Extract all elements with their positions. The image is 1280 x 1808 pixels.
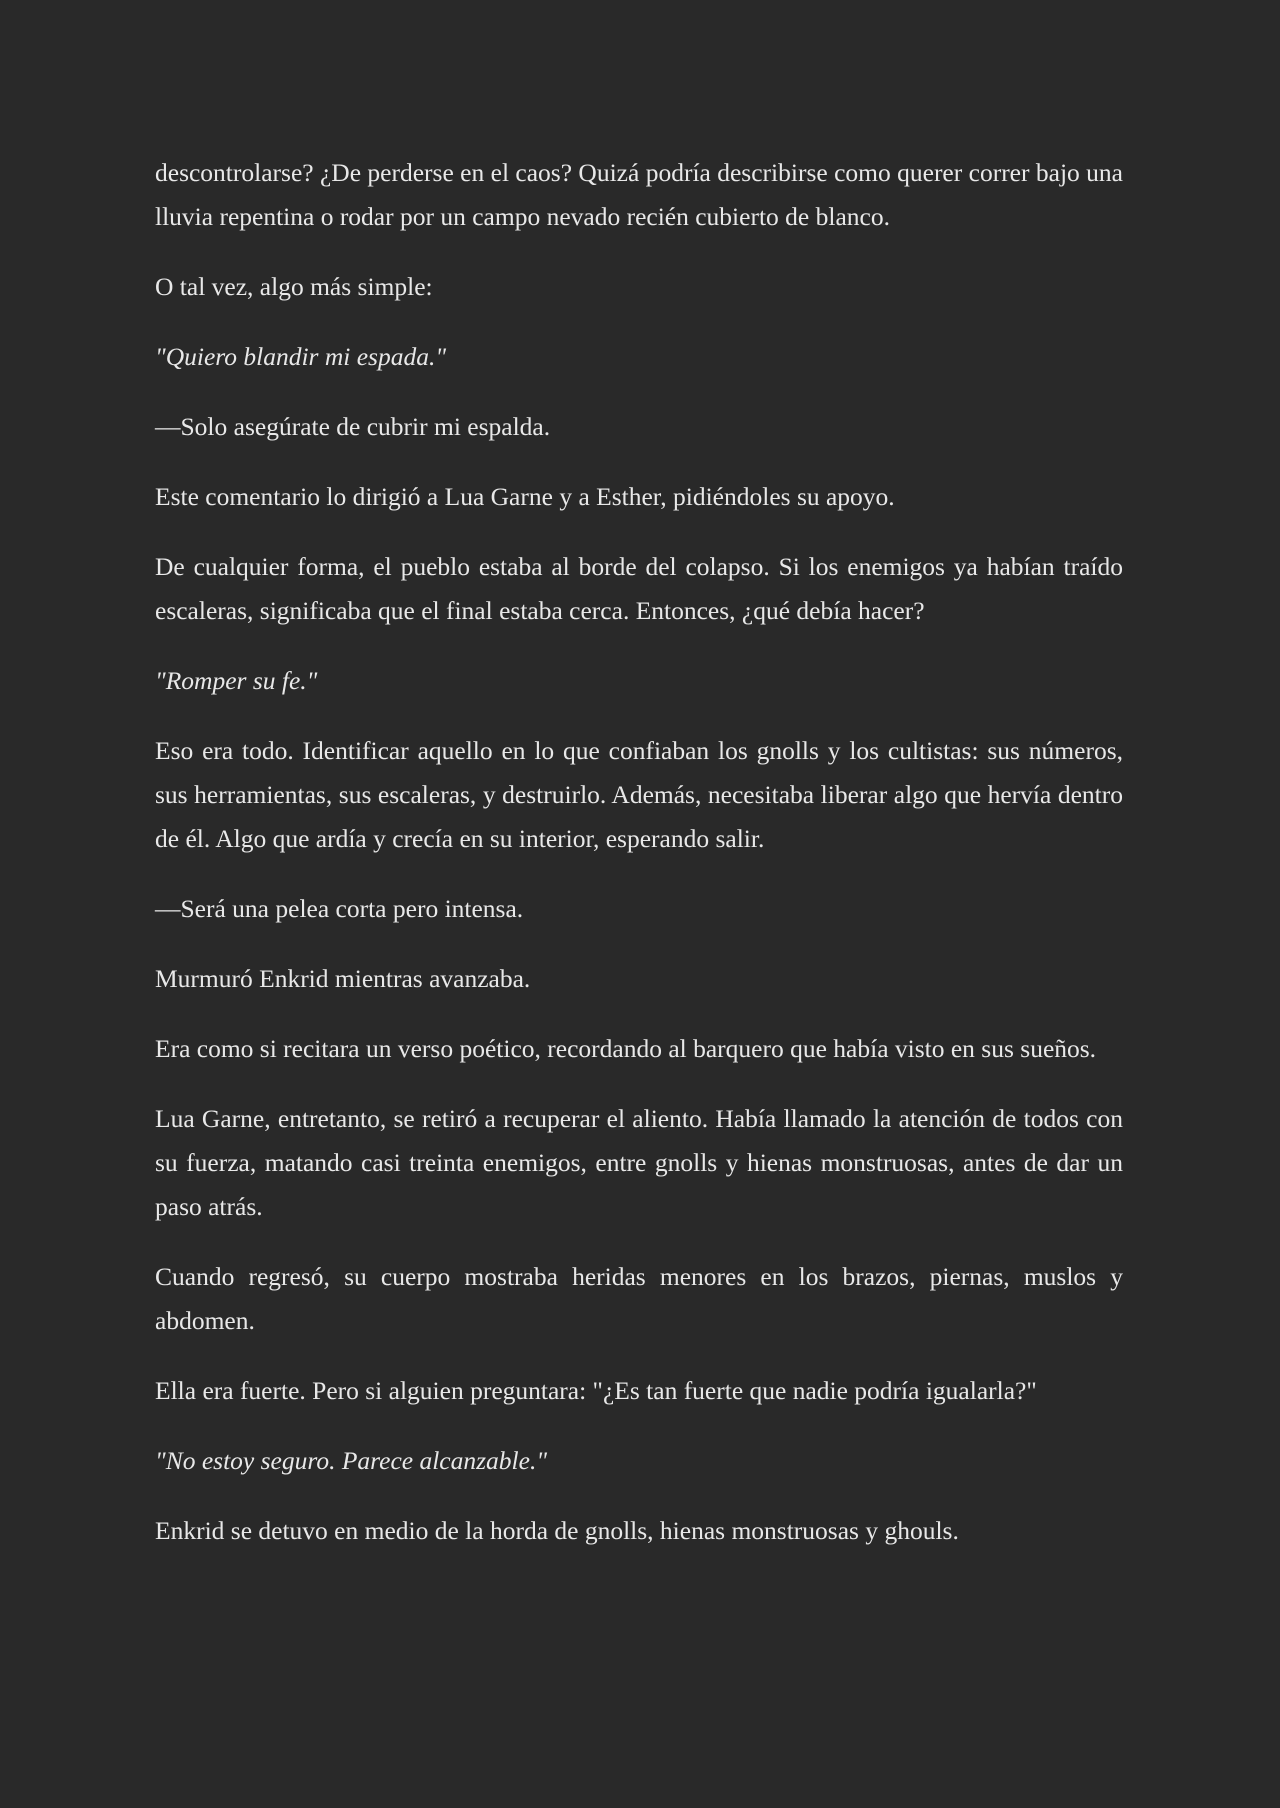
- paragraph: Cuando regresó, su cuerpo mostraba heridas menores en los brazos, piernas, muslos y abdomen.: [155, 1262, 1123, 1335]
- thought-paragraph: "No estoy seguro. Parece alcanzable.": [155, 1446, 548, 1475]
- paragraph: Enkrid se detuvo en medio de la horda de gnolls, hienas monstruosas y ghouls.: [155, 1516, 959, 1545]
- paragraph: O tal vez, algo más simple:: [155, 272, 433, 301]
- dialogue-paragraph: —Será una pelea corta pero intensa.: [155, 894, 524, 923]
- chapter-text: [155, 151, 1123, 1579]
- paragraph: Ella era fuerte. Pero si alguien preguntara: "¿Es tan fuerte que nadie podría igualarla?": [155, 1376, 1037, 1405]
- paragraph: descontrolarse? ¿De perderse en el caos? Quizá podría describirse como querer correr bajo una lluvia repentina o rodar por un campo nevado recién cubierto de blanco.: [155, 158, 1123, 231]
- paragraph: Eso era todo. Identificar aquello en lo que confiaban los gnolls y los cultistas: sus números, sus herramientas, sus escaleras, y destruirlo. Además, necesitaba liberar algo que hervía dentro de él. Algo que ardía y crecía en su interior, esperando salir.: [155, 736, 1123, 853]
- thought-paragraph: "Quiero blandir mi espada.": [155, 342, 447, 371]
- paragraph: Lua Garne, entretanto, se retiró a recuperar el aliento. Había llamado la atención de todos con su fuerza, matando casi treinta enemigos, entre gnolls y hienas monstruosas, antes de dar un paso atrás.: [155, 1104, 1123, 1221]
- paragraph: Era como si recitara un verso poético, recordando al barquero que había visto en sus sueños.: [155, 1034, 1097, 1063]
- thought-paragraph: "Romper su fe.": [155, 666, 318, 695]
- paragraph: De cualquier forma, el pueblo estaba al borde del colapso. Si los enemigos ya habían traído escaleras, significaba que el final estaba cerca. Entonces, ¿qué debía hacer?: [155, 552, 1123, 625]
- paragraph: Este comentario lo dirigió a Lua Garne y a Esther, pidiéndoles su apoyo.: [155, 482, 895, 511]
- dialogue-paragraph: —Solo asegúrate de cubrir mi espalda.: [155, 412, 551, 441]
- paragraph: Murmuró Enkrid mientras avanzaba.: [155, 964, 531, 993]
